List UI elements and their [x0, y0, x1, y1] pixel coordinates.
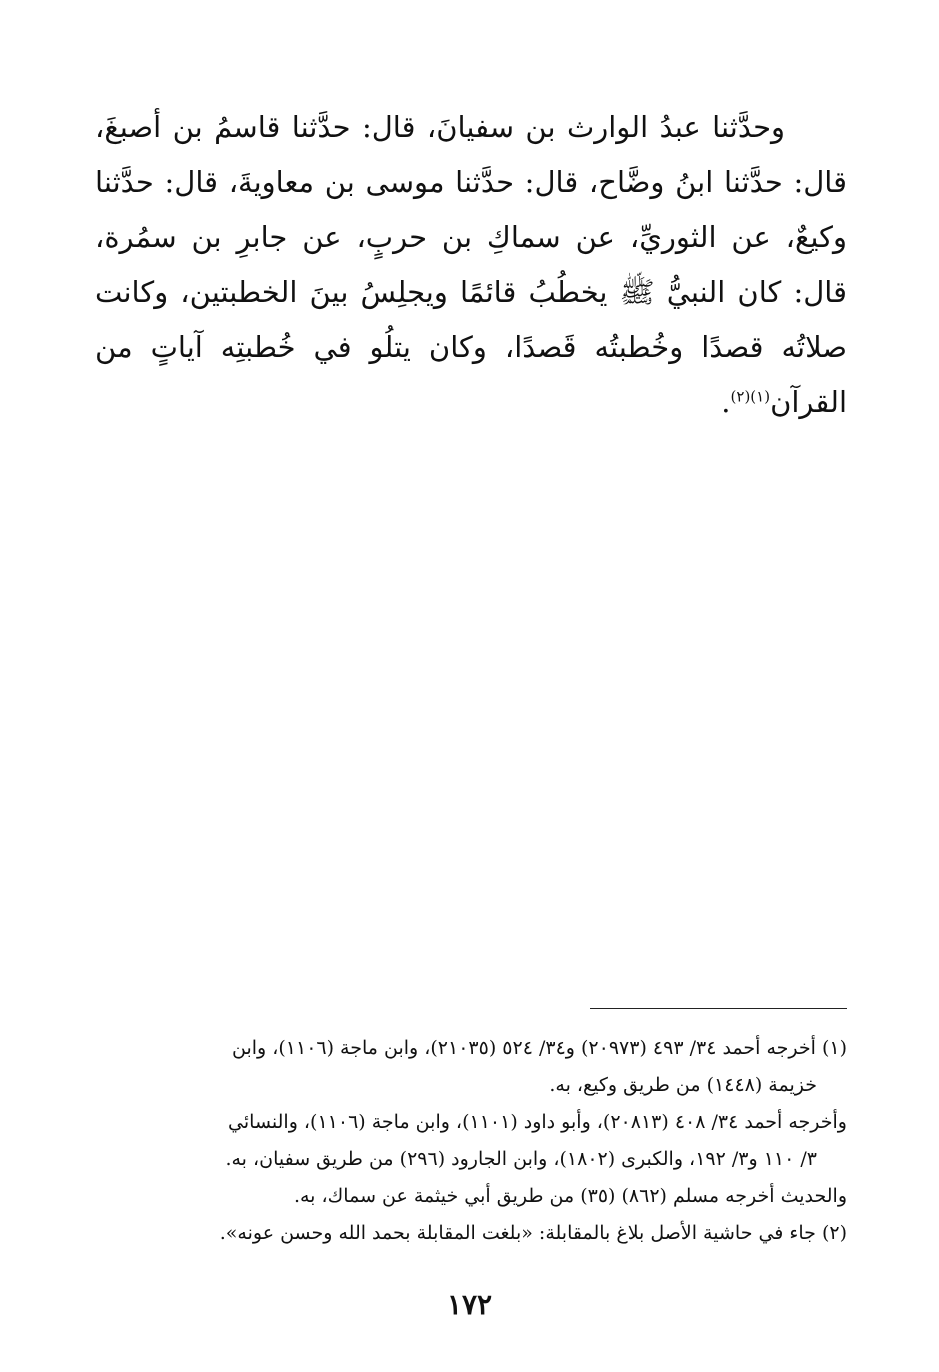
footnote-reference[interactable]: (١)(٢) — [730, 387, 771, 406]
main-text — [95, 100, 847, 430]
main-paragraph-text: وحدَّثنا عبدُ الوارث بن سفيانَ، قال: حدَّثنا قاسمُ بن أصبغَ، قال: حدَّثنا ابنُ وضَّاح، قال: حدَّثنا موسى بن معاويةَ، قال: حدَّثنا وكيعٌ، عن الثوريِّ، عن سماكِ بن حربٍ، عن جابرِ بن سمُرة، قال: كان النبيُّ ﷺ يخطُبُ قائمًا ويجلِسُ بينَ الخطبتين، وكانت صلاتُه قصدًا وخُطبتُه قَصدًا، وكان يتلُو في خُطبتِه آياتٍ من القرآن — [95, 110, 847, 419]
footnote-divider — [590, 1008, 847, 1009]
footnote-1-second-source: وأخرجه أحمد ٣٤/ ٤٠٨ (٢٠٨١٣)، وأبو داود (١١٠١)، وابن ماجة (١١٠٦)، والنسائي — [228, 1111, 847, 1133]
page-number: ١٧٢ — [446, 1288, 493, 1321]
footnote-1-continuation: خزيمة (١٤٤٨) من طريق وكيع، به. — [549, 1074, 817, 1096]
footnote-2: (٢) جاء في حاشية الأصل بلاغ بالمقابلة: «بلغت المقابلة بحمد الله وحسن عونه». — [219, 1222, 847, 1244]
footnote-1-text: (١) أخرجه أحمد ٣٤/ ٤٩٣ (٢٠٩٧٣) و٣٤/ ٥٢٤ (٢١٠٣٥)، وابن ماجة (١١٠٦)، وابن — [231, 1037, 847, 1059]
main-paragraph — [95, 100, 847, 430]
footnote-1-second-source-continuation: ٣/ ١١٠ و٣/ ١٩٢، والكبرى (١٨٠٢)، وابن الجارود (٢٩٦) من طريق سفيان، به. — [225, 1148, 817, 1170]
paragraph-end-mark: . — [721, 385, 731, 419]
footnote-1-muslim-source: والحديث أخرجه مسلم (٨٦٢) (٣٥) من طريق أبي خيثمة عن سماك، به. — [293, 1185, 847, 1207]
footnotes — [95, 1030, 847, 1252]
footnote-1 — [95, 1030, 847, 1067]
